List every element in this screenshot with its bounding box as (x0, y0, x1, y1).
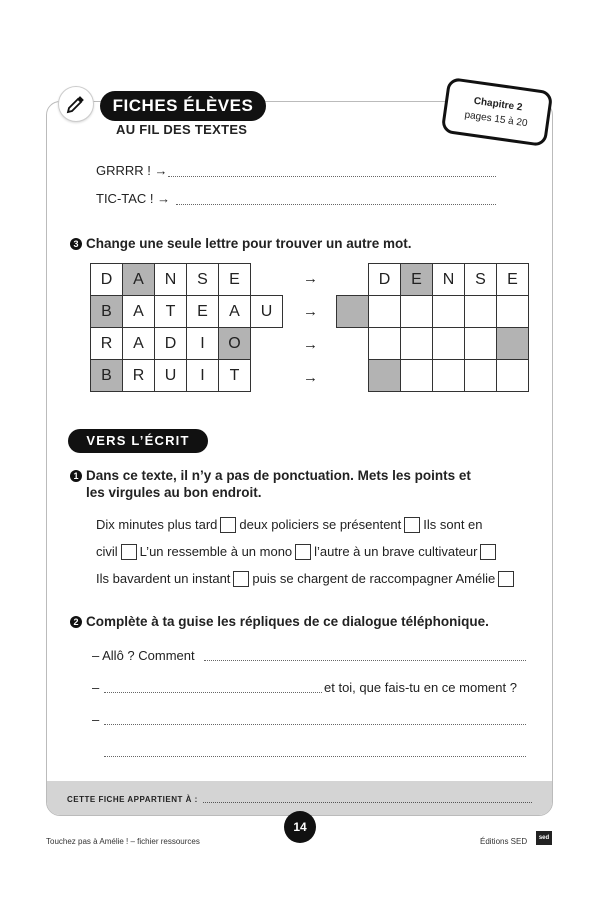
exercise1-title-line2: les virgules au bon endroit. (86, 485, 262, 500)
text-span: civil (96, 544, 118, 559)
punctuation-box[interactable] (480, 544, 496, 560)
arrow-right-icon: → (303, 270, 318, 287)
pencil-icon (58, 86, 94, 122)
grid-cell: S (187, 264, 219, 296)
grid-cell: A (123, 264, 155, 296)
grrrr-answer-line[interactable] (168, 176, 496, 177)
vers-l-ecrit-heading: VERS L’ÉCRIT (68, 429, 208, 453)
punctuation-box[interactable] (295, 544, 311, 560)
grid-cell: T (219, 360, 251, 392)
answer-cell[interactable] (401, 360, 433, 392)
exercise3-title: Change une seule lettre pour trouver un autre mot. (86, 236, 412, 251)
text-span: L’un ressemble à un mono (139, 544, 293, 559)
arrow-right-icon: → (303, 369, 318, 386)
book-title-footer: Touchez pas à Amélie ! – fichier ressources (46, 837, 200, 846)
grid-cell: E (219, 264, 251, 296)
dialogue-line3-answer[interactable] (104, 724, 526, 725)
answer-cell[interactable] (433, 360, 465, 392)
right-answer-grid (336, 263, 529, 392)
grid-cell: E (187, 296, 219, 328)
punctuation-paragraph-line2 (96, 544, 499, 560)
dialogue-line3-dash: – (92, 712, 100, 727)
grid-cell: E (497, 264, 529, 296)
grid-cell: E (401, 264, 433, 296)
punctuation-box[interactable] (404, 517, 420, 533)
punctuation-box[interactable] (233, 571, 249, 587)
grid-cell: D (155, 328, 187, 360)
answer-cell[interactable] (369, 360, 401, 392)
exercise1-number: 1 (70, 470, 82, 482)
left-word-grid (90, 263, 283, 392)
grid-cell: A (219, 296, 251, 328)
grid-cell-empty (251, 264, 283, 296)
text-span: Dix minutes plus tard (96, 517, 218, 532)
text-span: deux policiers se présentent (239, 517, 402, 532)
answer-cell[interactable] (497, 296, 529, 328)
punctuation-paragraph-line1 (96, 517, 483, 533)
grid-cell: A (123, 328, 155, 360)
grid-cell: B (91, 296, 123, 328)
fiches-eleves-banner: FICHES ÉLÈVES (100, 91, 266, 121)
arrow-right-icon: → (303, 336, 318, 353)
grid-cell: D (91, 264, 123, 296)
chapter-pages: pages 15 à 20 (463, 109, 529, 130)
dialogue-line2-answer[interactable] (104, 692, 322, 693)
grid-cell-empty (251, 328, 283, 360)
grid-cell-empty (337, 264, 369, 296)
answer-cell[interactable] (465, 360, 497, 392)
text-span: Ils sont en (423, 517, 483, 532)
grid-cell: I (187, 360, 219, 392)
grid-cell: N (433, 264, 465, 296)
grid-cell: R (91, 328, 123, 360)
grid-cell-empty (337, 360, 369, 392)
grid-cell: A (123, 296, 155, 328)
answer-cell[interactable] (465, 328, 497, 360)
answer-cell[interactable] (465, 296, 497, 328)
answer-cell[interactable] (369, 296, 401, 328)
sed-logo: sed (536, 831, 552, 845)
answer-cell[interactable] (401, 296, 433, 328)
grid-cell: R (123, 360, 155, 392)
punctuation-box[interactable] (220, 517, 236, 533)
worksheet-card (46, 101, 553, 816)
exercise2-heading (70, 613, 489, 630)
text-span: Ils bavardent un instant (96, 571, 231, 586)
answer-cell[interactable] (497, 328, 529, 360)
dialogue-line1-answer[interactable] (204, 660, 526, 661)
grid-cell: B (91, 360, 123, 392)
dialogue-line2-end: et toi, que fais-tu en ce moment ? (324, 680, 517, 695)
exercise1-title-line1: Dans ce texte, il n’y a pas de ponctuation. Mets les points et (86, 468, 471, 483)
answer-cell[interactable] (433, 328, 465, 360)
answer-cell[interactable] (433, 296, 465, 328)
grid-cell: N (155, 264, 187, 296)
text-span: puis se chargent de raccompagner Amélie (252, 571, 496, 586)
publisher-footer: Éditions SED (480, 837, 528, 846)
punctuation-paragraph-line3 (96, 571, 517, 587)
grid-cell: O (219, 328, 251, 360)
grid-cell: U (155, 360, 187, 392)
exercise3-heading (70, 235, 412, 252)
owner-bar (47, 781, 552, 815)
exercise3-number: 3 (70, 238, 82, 250)
grid-cell: I (187, 328, 219, 360)
arrow-right-icon: → (303, 303, 318, 320)
exercise1-heading (70, 467, 471, 501)
punctuation-box[interactable] (121, 544, 137, 560)
owner-name-line[interactable] (203, 802, 532, 803)
exercise2-number: 2 (70, 616, 82, 628)
grid-cell: U (251, 296, 283, 328)
section-subtitle: AU FIL DES TEXTES (116, 122, 248, 137)
answer-cell[interactable] (337, 296, 369, 328)
exercise2-title: Complète à ta guise les répliques de ce dialogue téléphonique. (86, 614, 489, 629)
tictac-label: TIC-TAC ! → (96, 191, 171, 206)
answer-cell[interactable] (497, 360, 529, 392)
dialogue-line2-dash: – (92, 680, 100, 695)
tictac-answer-line[interactable] (176, 204, 496, 205)
grid-cell: T (155, 296, 187, 328)
grid-cell-empty (337, 328, 369, 360)
text-span: l’autre à un brave cultivateur (314, 544, 478, 559)
grid-cell: D (369, 264, 401, 296)
dialogue-line4-answer[interactable] (104, 756, 526, 757)
punctuation-box[interactable] (498, 571, 514, 587)
dialogue-line1-text: – Allô ? Comment (92, 648, 195, 663)
answer-cell[interactable] (369, 328, 401, 360)
grid-cell-empty (251, 360, 283, 392)
page-number-badge: 14 (284, 811, 316, 843)
grrrr-label: GRRRR ! → (96, 163, 168, 178)
grid-cell: S (465, 264, 497, 296)
answer-cell[interactable] (401, 328, 433, 360)
chapter-title: Chapitre 2 (473, 95, 524, 114)
owner-label: CETTE FICHE APPARTIENT À : (67, 795, 198, 804)
